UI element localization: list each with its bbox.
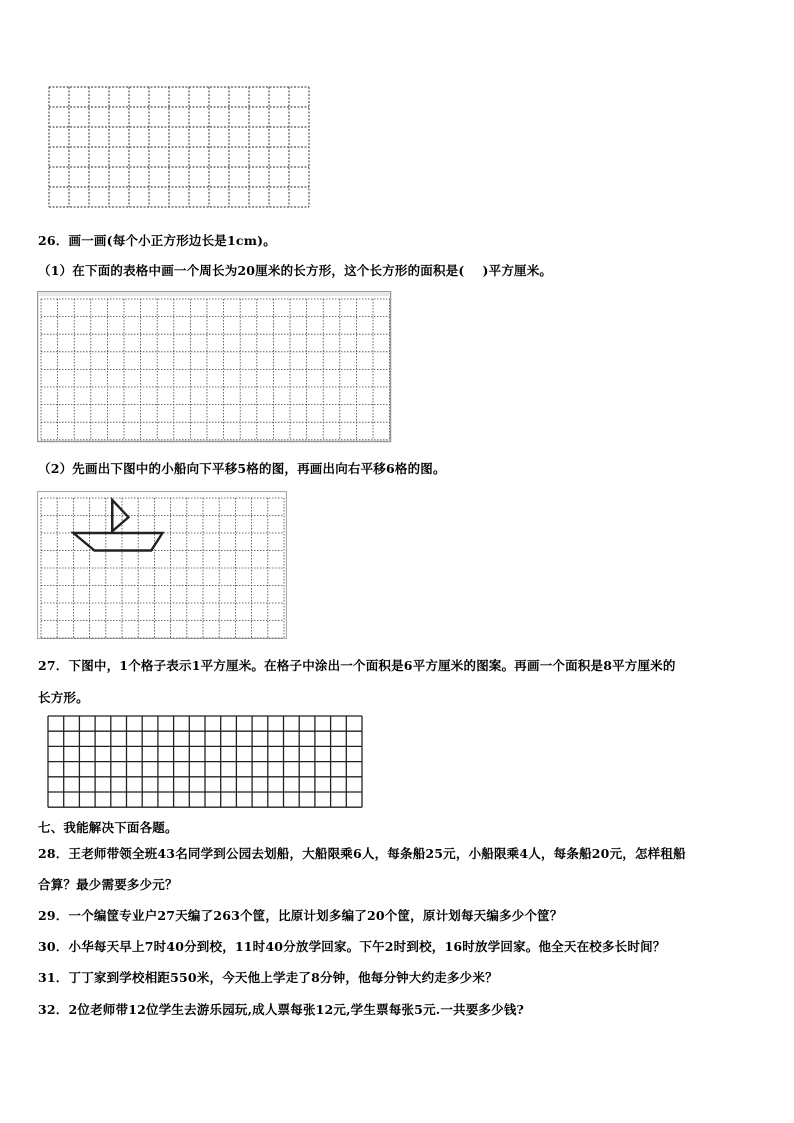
- q28-line1: 28．王老师带领全班43名同学到公园去划船，大船限乘6人，每条船25元，小船限乘4人，每条船20元，怎样租船: [38, 846, 686, 861]
- q27-line2: 长方形。: [38, 690, 89, 705]
- q26-part1-after: )平方厘米。: [482, 263, 553, 278]
- q26-title: 26．画一画(每个小正方形边长是1cm)。: [38, 233, 276, 248]
- q26-part2: （2）先画出下图中的小船向下平移5格的图，再画出向右平移6格的图。: [38, 461, 446, 476]
- grid-frame: [38, 492, 287, 639]
- boat-hull: [73, 533, 162, 551]
- q27-line1: 27．下图中，1个格子表示1平方厘米。在格子中涂出一个面积是6平方厘米的图案。再画一个面积是8平方厘米的: [38, 658, 676, 673]
- grid-boat: [37, 491, 287, 639]
- q29-text: 29．一个编筐专业户27天编了263个筐，比原计划多编了20个筐，原计划每天编多少个筐？: [38, 908, 563, 923]
- grid-frame-shade: [38, 292, 390, 296]
- section-7-heading: 七、我能解决下面各题。: [38, 820, 178, 835]
- grid-rectangle: [37, 291, 392, 443]
- q26-part1: [38, 261, 552, 279]
- q30-text: 30．小华每天早上7时40分到校，11时40分放学回家。下午2时到校，16时放学回家。他全天在校多长时间？: [38, 939, 666, 954]
- grid-top: [48, 86, 314, 208]
- q32-text: 32．2位老师带12位学生去游乐园玩,成人票每张12元,学生票每张5元.一共要多少钱?: [38, 1002, 525, 1017]
- grid-area: [47, 715, 365, 809]
- q28-line2: 合算？最少需要多少元？: [38, 877, 178, 892]
- q26-part1-before: （1）在下面的表格中画一个周长为20厘米的长方形，这个长方形的面积是(: [38, 263, 465, 278]
- q31-text: 31．丁丁家到学校相距550米，今天他上学走了8分钟，他每分钟大约走多少米？: [38, 970, 498, 985]
